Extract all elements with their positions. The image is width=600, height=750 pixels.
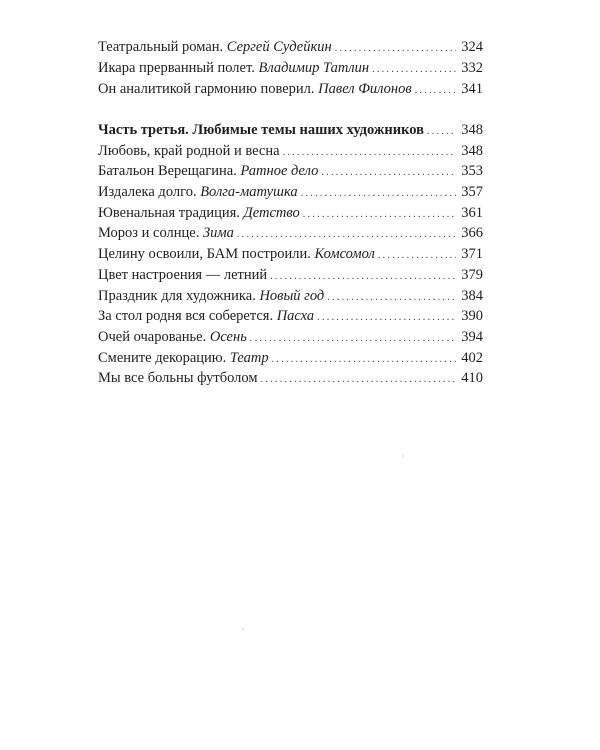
dot-leader bbox=[372, 65, 456, 75]
toc-entry bbox=[98, 306, 483, 327]
toc-entry-page: 394 bbox=[461, 328, 483, 345]
toc-entry-page: 353 bbox=[461, 163, 483, 180]
dot-leader bbox=[327, 293, 456, 303]
dot-leader bbox=[303, 210, 456, 220]
dot-leader bbox=[301, 189, 456, 199]
toc-entry-title: Театральный роман. Сергей Судейкин bbox=[98, 39, 332, 55]
toc-entry bbox=[98, 286, 483, 307]
toc-part-heading bbox=[98, 120, 483, 141]
toc-entry-title: Смените декорацию. Театр bbox=[98, 349, 269, 366]
toc-entry-title: Цвет настроения — летний bbox=[98, 266, 268, 283]
toc-entry-title: Батальон Верещагина. Ратное дело bbox=[98, 163, 319, 180]
toc-entry-title: Мороз и солнце. Зима bbox=[98, 225, 234, 242]
dot-leader bbox=[250, 334, 456, 344]
dot-leader bbox=[261, 375, 456, 385]
toc-entry-page: 357 bbox=[461, 184, 483, 201]
dot-leader bbox=[321, 168, 456, 178]
dot-leader bbox=[415, 86, 456, 96]
toc-group-part-three bbox=[98, 120, 483, 389]
toc-entry-title: Мы все больны футболом bbox=[98, 370, 258, 387]
dot-leader bbox=[335, 44, 456, 54]
dot-leader bbox=[270, 272, 456, 282]
dot-leader bbox=[378, 251, 456, 261]
toc-entry bbox=[98, 348, 483, 369]
toc-entry bbox=[98, 182, 483, 203]
toc-entry-page: 390 bbox=[461, 308, 483, 325]
toc-group-part-two-end bbox=[98, 37, 483, 99]
toc-entry-page: 324 bbox=[461, 39, 483, 55]
toc-entry-page: 402 bbox=[461, 349, 483, 366]
toc-entry-title: Он аналитикой гармонию поверил. Павел Филонов bbox=[98, 80, 412, 97]
toc-entry-page: 410 bbox=[461, 370, 483, 387]
toc-entry-title: Издалека долго. Волга-матушка bbox=[98, 184, 298, 201]
dot-leader bbox=[427, 127, 456, 137]
toc-entry bbox=[98, 265, 483, 286]
toc-entry-page: 384 bbox=[461, 287, 483, 304]
dot-leader bbox=[272, 355, 456, 365]
toc-entry bbox=[98, 223, 483, 244]
toc-entry-title: Целину освоили, БАМ построили. Комсомол bbox=[98, 246, 375, 263]
part-heading-page: 348 bbox=[461, 122, 483, 138]
toc-entry-title: Любовь, край родной и весна bbox=[98, 142, 280, 159]
toc-entry bbox=[98, 141, 483, 162]
toc-entry bbox=[98, 327, 483, 348]
toc-entry bbox=[98, 37, 483, 58]
dot-leader bbox=[237, 230, 456, 240]
toc-entry-title: За стол родня вся соберется. Пасха bbox=[98, 308, 315, 325]
toc-entry-title: Очей очарованье. Осень bbox=[98, 328, 247, 345]
toc-entry bbox=[98, 203, 483, 224]
toc-entry bbox=[98, 368, 483, 389]
toc-entry-page: 361 bbox=[461, 204, 483, 221]
toc-entry-page: 341 bbox=[461, 80, 483, 97]
dot-leader bbox=[283, 148, 456, 158]
toc-entry-title: Ювенальная традиция. Детство bbox=[98, 204, 300, 221]
dot-leader bbox=[317, 313, 456, 323]
toc-entry bbox=[98, 244, 483, 265]
toc-entry bbox=[98, 161, 483, 182]
toc-entry bbox=[98, 79, 483, 100]
paper-speck bbox=[402, 455, 404, 457]
toc-entry-page: 379 bbox=[461, 266, 483, 283]
toc-entry-page: 332 bbox=[461, 59, 483, 76]
toc-entry bbox=[98, 58, 483, 79]
toc-entry-title: Праздник для художника. Новый год bbox=[98, 287, 325, 304]
paper-speck bbox=[242, 628, 244, 630]
toc-entry-page: 348 bbox=[461, 142, 483, 159]
toc-entry-title: Икара прерванный полет. Владимир Татлин bbox=[98, 59, 370, 76]
part-heading-title: Часть третья. Любимые темы наших художников bbox=[98, 122, 424, 138]
toc-entry-page: 371 bbox=[461, 246, 483, 263]
toc-entry-page: 366 bbox=[461, 225, 483, 242]
